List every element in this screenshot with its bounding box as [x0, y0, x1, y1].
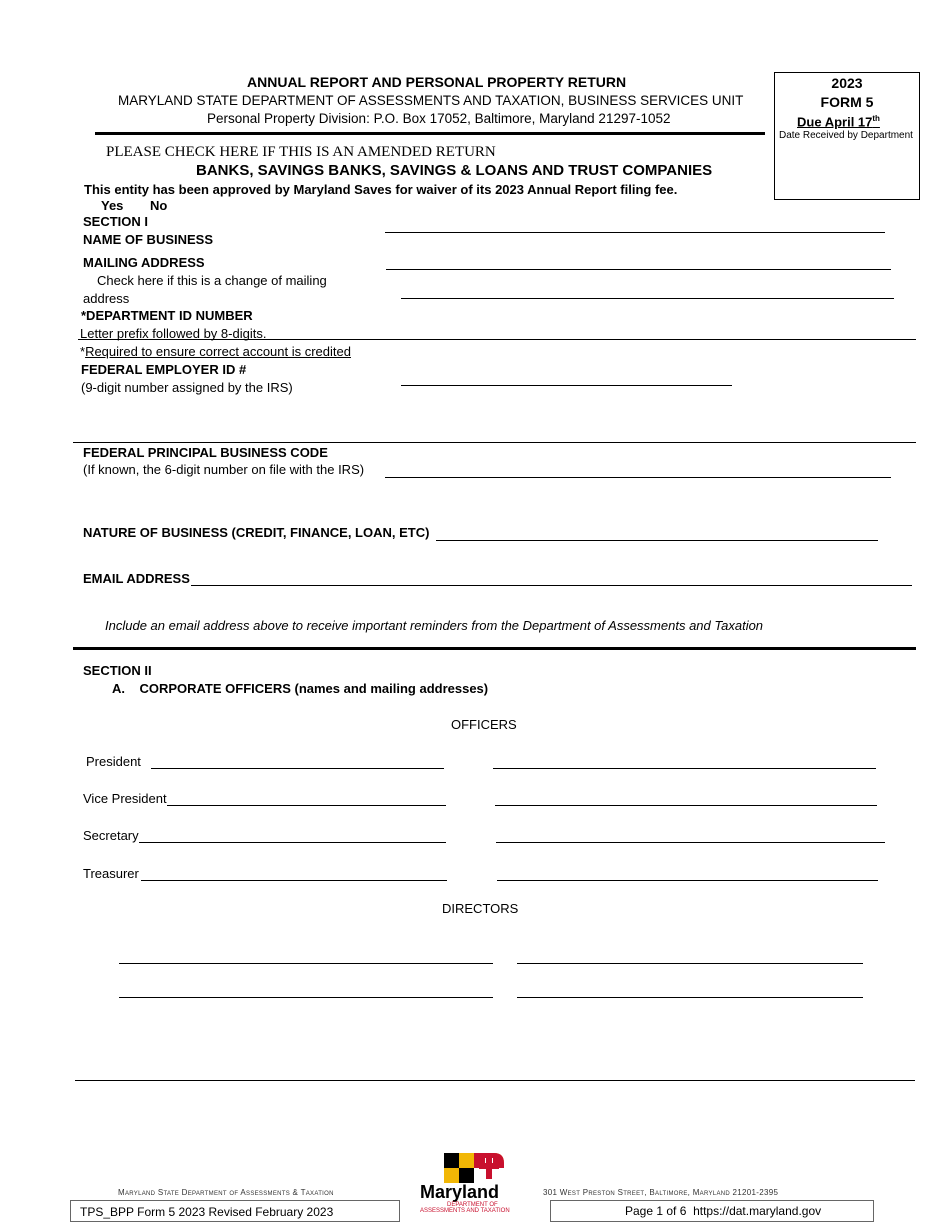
- nature-of-business-label: NATURE OF BUSINESS (CREDIT, FINANCE, LOAN, ETC): [83, 525, 430, 540]
- form-info-box: [774, 72, 920, 200]
- name-of-business-field[interactable]: [385, 232, 885, 233]
- form-number: FORM 5: [820, 94, 874, 110]
- mailing-address-label: MAILING ADDRESS: [83, 255, 205, 270]
- waiver-yes-option[interactable]: Yes: [101, 198, 124, 213]
- amended-return-checkbox-label[interactable]: PLEASE CHECK HERE IF THIS IS AN AMENDED RETURN: [106, 144, 496, 160]
- department-id-field[interactable]: [78, 339, 916, 340]
- section-1-heading: SECTION I: [83, 214, 149, 229]
- mailing-address-field[interactable]: [386, 269, 891, 270]
- secretary-address-field[interactable]: [496, 842, 885, 843]
- section-divider: [73, 442, 916, 443]
- secretary-label: Secretary: [83, 828, 139, 843]
- form-year: 2023: [831, 75, 863, 91]
- footer-address: 301 West Preston Street, Baltimore, Maryland 21201-2395: [543, 1188, 779, 1197]
- president-address-field[interactable]: [493, 768, 876, 769]
- name-of-business-label: NAME OF BUSINESS: [83, 232, 214, 247]
- treasurer-name-field[interactable]: [141, 880, 447, 881]
- president-name-field[interactable]: [151, 768, 444, 769]
- fein-field[interactable]: [401, 385, 732, 386]
- corporate-officers-heading: A. CORPORATE OFFICERS (names and mailing addresses): [112, 681, 489, 696]
- fein-note: (9-digit number assigned by the IRS): [81, 380, 293, 395]
- secretary-name-field[interactable]: [139, 842, 446, 843]
- footer-url[interactable]: https://dat.maryland.gov: [693, 1204, 822, 1218]
- footer-page-info: Page 1 of 6 https://dat.maryland.gov: [625, 1204, 822, 1218]
- directors-title: DIRECTORS: [442, 901, 519, 916]
- due-date: Due April 17th: [797, 114, 880, 130]
- principal-business-code-label: FEDERAL PRINCIPAL BUSINESS CODE: [83, 445, 328, 460]
- footer-department: Maryland State Department of Assessments & Taxation: [118, 1188, 334, 1197]
- logo-subtitle-1: DEPARTMENT OF: [447, 1202, 498, 1208]
- bottom-rule: [75, 1080, 915, 1081]
- email-note: Include an email address above to receive important reminders from the Department of Assessments and Taxation: [105, 618, 764, 633]
- director-2-address-field[interactable]: [517, 997, 863, 998]
- vice-president-name-field[interactable]: [167, 805, 446, 806]
- department-name: MARYLAND STATE DEPARTMENT OF ASSESSMENTS AND TAXATION, BUSINESS SERVICES UNIT: [118, 93, 744, 108]
- required-note: *Required to ensure correct account is credited: [80, 344, 351, 359]
- treasurer-address-field[interactable]: [497, 880, 878, 881]
- form-title: ANNUAL REPORT AND PERSONAL PROPERTY RETURN: [247, 74, 627, 90]
- treasurer-label: Treasurer: [83, 866, 139, 881]
- maryland-flag-icon: [440, 1149, 508, 1186]
- logo-subtitle-2: ASSESSMENTS AND TAXATION: [420, 1208, 510, 1214]
- section-2-rule: [73, 647, 916, 650]
- email-address-field[interactable]: [191, 585, 912, 586]
- header-rule: [95, 132, 765, 135]
- director-2-name-field[interactable]: [119, 997, 493, 998]
- fein-label: FEDERAL EMPLOYER ID #: [81, 362, 247, 377]
- change-mailing-checkbox-label[interactable]: Check here if this is a change of mailing: [97, 273, 327, 288]
- officers-title: OFFICERS: [451, 717, 517, 732]
- email-address-label: EMAIL ADDRESS: [83, 571, 190, 586]
- department-id-note: Letter prefix followed by 8-digits.: [80, 326, 267, 341]
- vice-president-label: Vice President: [83, 791, 167, 806]
- director-1-name-field[interactable]: [119, 963, 493, 964]
- waiver-no-option[interactable]: No: [150, 198, 168, 213]
- change-mailing-checkbox-label-cont: address: [83, 291, 130, 306]
- nature-of-business-field[interactable]: [436, 540, 878, 541]
- president-label: President: [86, 754, 141, 769]
- entity-type-heading: BANKS, SAVINGS BANKS, SAVINGS & LOANS AND TRUST COMPANIES: [196, 162, 713, 179]
- maryland-logo-text: Maryland: [420, 1182, 500, 1202]
- waiver-statement: This entity has been approved by Maryland Saves for waiver of its 2023 Annual Report filing fee.: [84, 182, 678, 197]
- department-id-label: *DEPARTMENT ID NUMBER: [81, 308, 253, 323]
- principal-business-code-note: (If known, the 6-digit number on file with the IRS): [83, 462, 365, 477]
- division-address: Personal Property Division: P.O. Box 17052, Baltimore, Maryland 21297-1052: [207, 111, 671, 126]
- footer-form-id: TPS_BPP Form 5 2023 Revised February 2023: [80, 1205, 334, 1219]
- vice-president-address-field[interactable]: [495, 805, 877, 806]
- date-received-label: Date Received by Department: [779, 130, 913, 141]
- director-1-address-field[interactable]: [517, 963, 863, 964]
- section-2-heading: SECTION II: [83, 663, 152, 678]
- mailing-address-field-2[interactable]: [401, 298, 894, 299]
- principal-business-code-field[interactable]: [385, 477, 891, 478]
